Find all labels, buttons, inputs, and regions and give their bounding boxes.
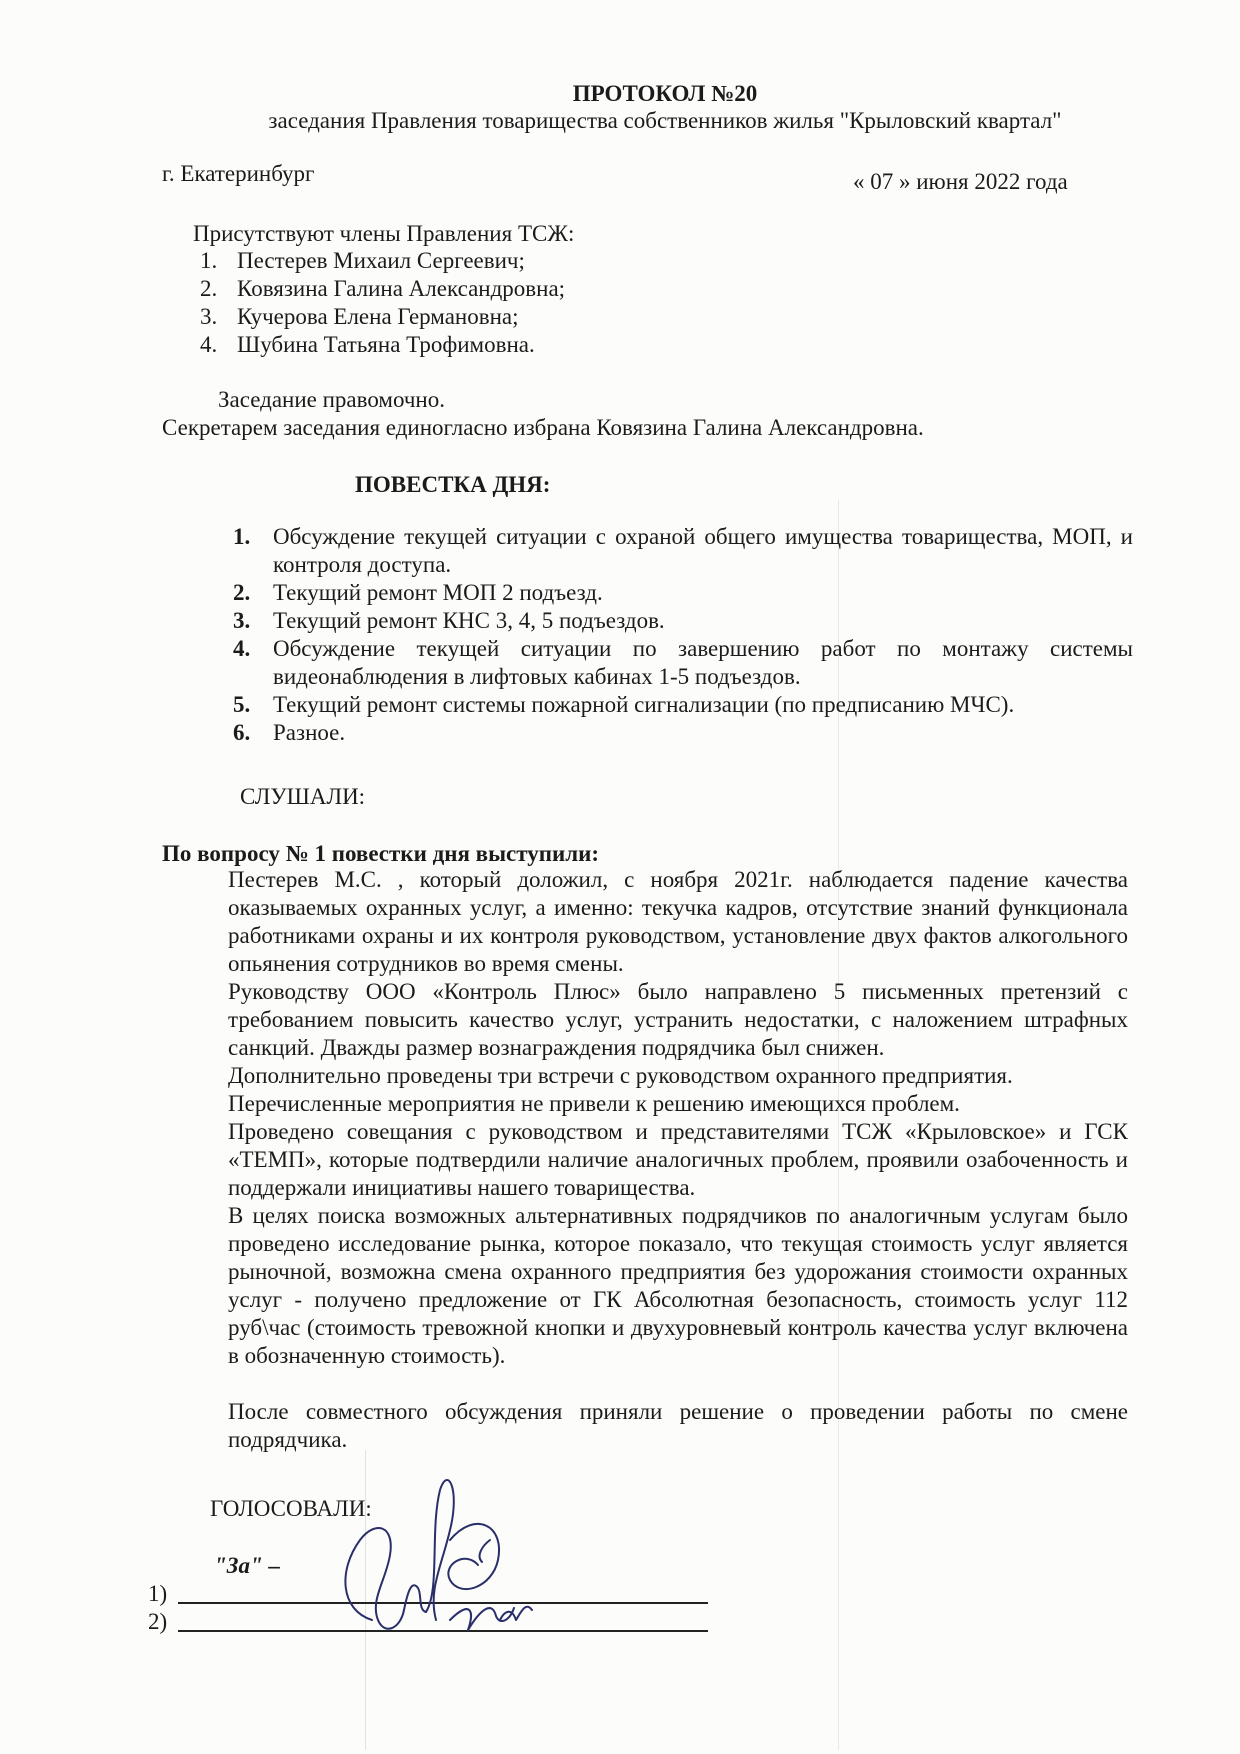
signature-line-2-label: 2) [148,1609,168,1634]
list-item: 4. Обсуждение текущей ситуации по завершению работ по монтажу системы видеонаблюдения в лифтовых кабинах 1-5 подъездов. [233,636,1133,689]
paragraph: Пестерев М.С. , который доложил, с ноября 2021г. наблюдается падение качества оказываемых охранных услуг, а именно: текучка кадров, отсутствие знаний функционала работниками охраны и их контроля руководством, установление двух фактов алкогольного опьянения сотрудников во время смены. [228,867,1128,976]
secretary-statement: Секретарем заседания единогласно избрана Ковязина Галина Александровна. [162,415,924,440]
voting-heading: ГОЛОСОВАЛИ: [210,1496,372,1521]
list-item: 2. Текущий ремонт МОП 2 подъезд. [233,580,603,605]
list-item: 3. Текущий ремонт КНС 3, 4, 5 подъездов. [233,608,665,633]
present-heading: Присутствуют члены Правления ТСЖ: [193,221,575,246]
question1-heading: По вопросу № 1 повестки дня выступили: [162,841,600,866]
agenda-heading: ПОВЕСТКА ДНЯ: [355,472,551,497]
protocol-subtitle: заседания Правления товарищества собственников жилья "Крыловский квартал" [268,108,1062,133]
paragraph: Руководству ООО «Контроль Плюс» было направлено 5 письменных претензий с требованием повысить качество услуг, устранить недостатки, с наложением штрафных санкций. Дважды размер вознаграждения подрядчика был снижен. [228,979,1128,1060]
list-item: 4. Шубина Татьяна Трофимовна. [200,332,535,357]
list-item: 5. Текущий ремонт системы пожарной сигнализации (по предписанию МЧС). [233,692,1015,717]
paragraph: В целях поиска возможных альтернативных подрядчиков по аналогичным услугам было проведено исследование рынка, которое показало, что текущая стоимость услуг является рыночной, возможна смена охранного предприятия без удорожания стоимости охранных услуг - получено предложение от ГК Абсолютная безопасность, стоимость услуг 112 руб\час (стоимость тревожной кнопки и двухуровневый контроль качества услуг включена в обозначенную стоимость). [228,1203,1128,1368]
paragraph: Проведено совещания с руководством и представителями ТСЖ «Крыловское» и ГСК «ТЕМП», которые подтвердили наличие аналогичных проблем, проявили озабоченность и поддержали инициативы нашего товарищества. [228,1119,1128,1200]
list-item: 6. Разное. [233,720,346,745]
paragraph: Перечисленные мероприятия не привели к решению имеющихся проблем. [228,1091,960,1116]
vote-for-label: "За" – [214,1553,280,1578]
members-list [200,247,565,359]
quorum-statement: Заседание правомочно. [218,387,445,412]
handwritten-signature [300,1470,560,1650]
list-item: 3. Кучерова Елена Германовна; [200,304,519,329]
protocol-title: ПРОТОКОЛ №20 [572,81,758,106]
meeting-date: « 07 » июня 2022 года [853,169,1068,194]
decision-paragraph: После совместного обсуждения приняли решение о проведении работы по смене подрядчика. [228,1399,1128,1452]
list-item: 2. Ковязина Галина Александровна; [200,276,566,301]
question1-body [228,866,1128,1454]
list-item: 1. Обсуждение текущей ситуации с охраной общего имущества товарищества, МОП, и контроля доступа. [233,524,1133,577]
signature-line-1-label: 1) [148,1581,168,1606]
heard-heading: СЛУШАЛИ: [240,784,366,809]
list-item: 1. Пестерев Михаил Сергеевич; [200,248,525,273]
city: г. Екатеринбург [162,161,315,186]
paragraph: Дополнительно проведены три встречи с руководством охранного предприятия. [228,1063,1013,1088]
agenda-list [233,523,1133,747]
